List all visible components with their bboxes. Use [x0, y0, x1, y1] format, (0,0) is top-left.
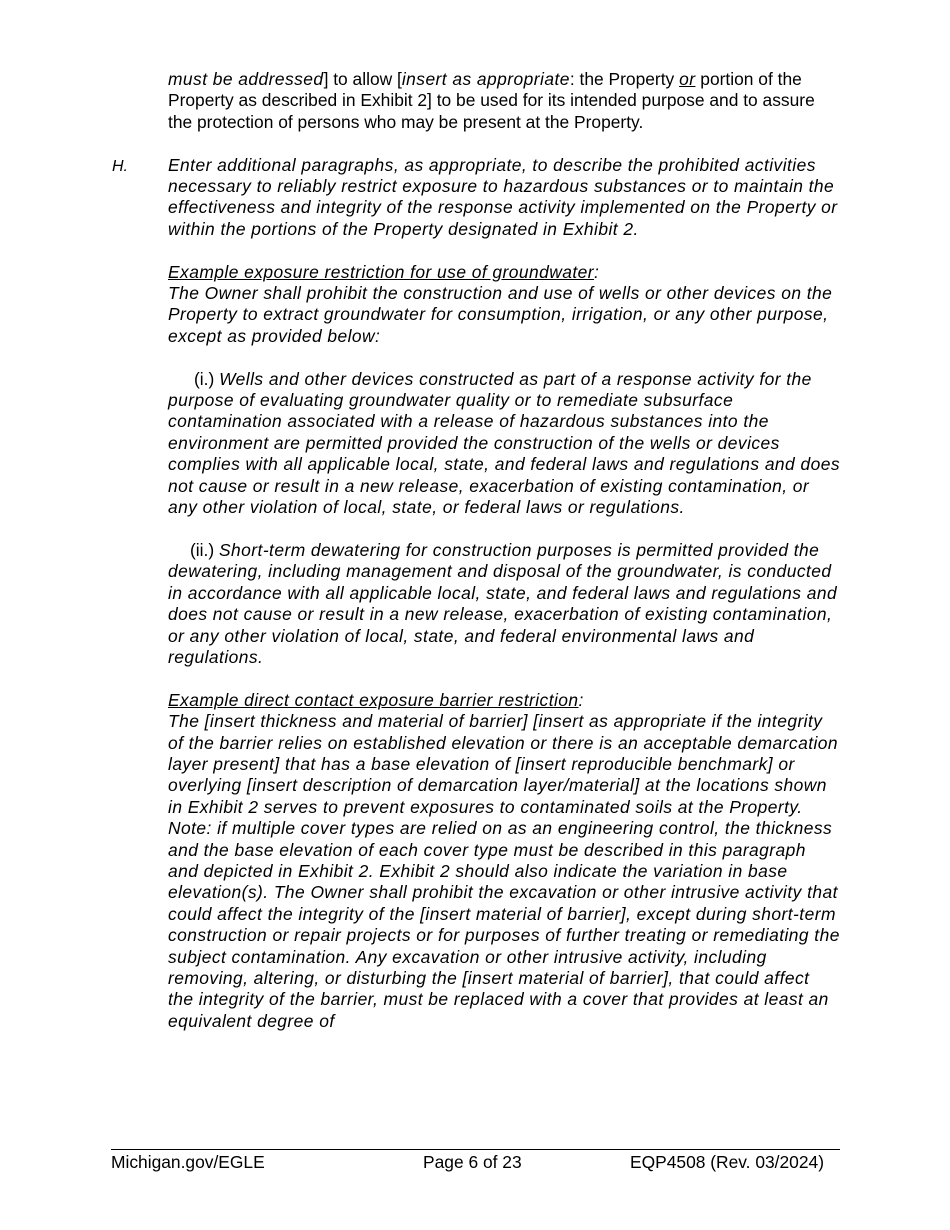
italic-text: insert as appropriate [401, 69, 570, 89]
text: portion of the Property as described in Exhibit 2] to be used for its intended purpose and to assure the protection of persons who may be present at the Property. [168, 69, 815, 132]
item-i-text: Wells and other devices constructed as part of a response activity for the purpose of evaluating groundwater quality or to remediate subsurface contamination associated with a release of hazardous substances into the environment are permitted provided the construction of the wells or devices complies with all applicable local, state, and federal laws and regulations and does not cause or result in a new release, exacerbation of existing contamination, or any other violation of local, state, or federal laws or regulations. [168, 368, 840, 518]
heading-colon: : [594, 261, 600, 282]
text: ] to allow [ [323, 69, 402, 89]
section-h-text: Enter additional paragraphs, as appropriate, to describe the prohibited activities necessary to reliably restrict exposure to hazardous substances or to maintain the effectiveness and integrity of the response activity implemented on the Property or within the portions of the Property designated in Exhibit 2. [168, 154, 838, 239]
footer-divider [111, 1149, 840, 1150]
barrier-block [168, 690, 840, 1033]
barrier-heading: Example direct contact exposure barrier restriction [168, 689, 579, 710]
underlined-or: or [679, 69, 696, 89]
item-i-label: (i.) [194, 368, 215, 389]
text: : the Property [569, 69, 680, 89]
continued-paragraph [168, 69, 840, 133]
footer-website: Michigan.gov/EGLE [111, 1152, 265, 1172]
heading-colon: : [578, 689, 584, 710]
barrier-text: The [insert thickness and material of barrier] [insert as appropriate if the integrity of the barrier relies on established elevation or there is an acceptable demarcation layer present] that has a base elevation of [insert reproducible benchmark] or overlying [insert description of demarcation layer/material] at the locations shown in Exhibit 2 serves to prevent exposures to contaminated soils at the Property. Note: if multiple cover types are relied on as an engineering control, the thickness and the base elevation of each cover type must be described in this paragraph and depicted in Exhibit 2. Exhibit 2 should also indicate the variation in base elevation(s). The Owner shall prohibit the excavation or other intrusive activity that could affect the integrity of the [insert material of barrier], except during short-term construction or repair projects or for purposes of further treating or remediating the subject contamination. Any excavation or other intrusive activity, including removing, altering, or disturbing the [insert material of barrier], that could affect the integrity of the barrier, must be replaced with a cover that provides at least an equivalent degree of [168, 711, 840, 1031]
groundwater-intro: The Owner shall prohibit the construction and use of wells or other devices on the Property to extract groundwater for consumption, irrigation, or any other purpose, except as provided below: [168, 283, 833, 346]
footer-form-id: EQP4508 (Rev. 03/2024) [630, 1152, 824, 1172]
italic-text: must be addressed [168, 69, 324, 89]
footer-page-number: Page 6 of 23 [423, 1152, 522, 1172]
page-body [112, 69, 840, 1054]
item-ii-label: (ii.) [190, 539, 215, 560]
item-ii-text: Short-term dewatering for construction purposes is permitted provided the dewatering, including management and disposal of the groundwater, is conducted in accordance with all applicable local, state, and federal laws and regulations and does not cause or result in a new release, exacerbation of existing contamination, or any other violation of local, state, and federal environmental laws and regulations. [168, 539, 838, 667]
section-h [112, 154, 840, 241]
item-ii [168, 540, 840, 668]
item-i [168, 369, 840, 519]
groundwater-heading: Example exposure restriction for use of groundwater [168, 261, 595, 282]
section-label: H. [112, 157, 128, 175]
groundwater-block [168, 262, 840, 348]
